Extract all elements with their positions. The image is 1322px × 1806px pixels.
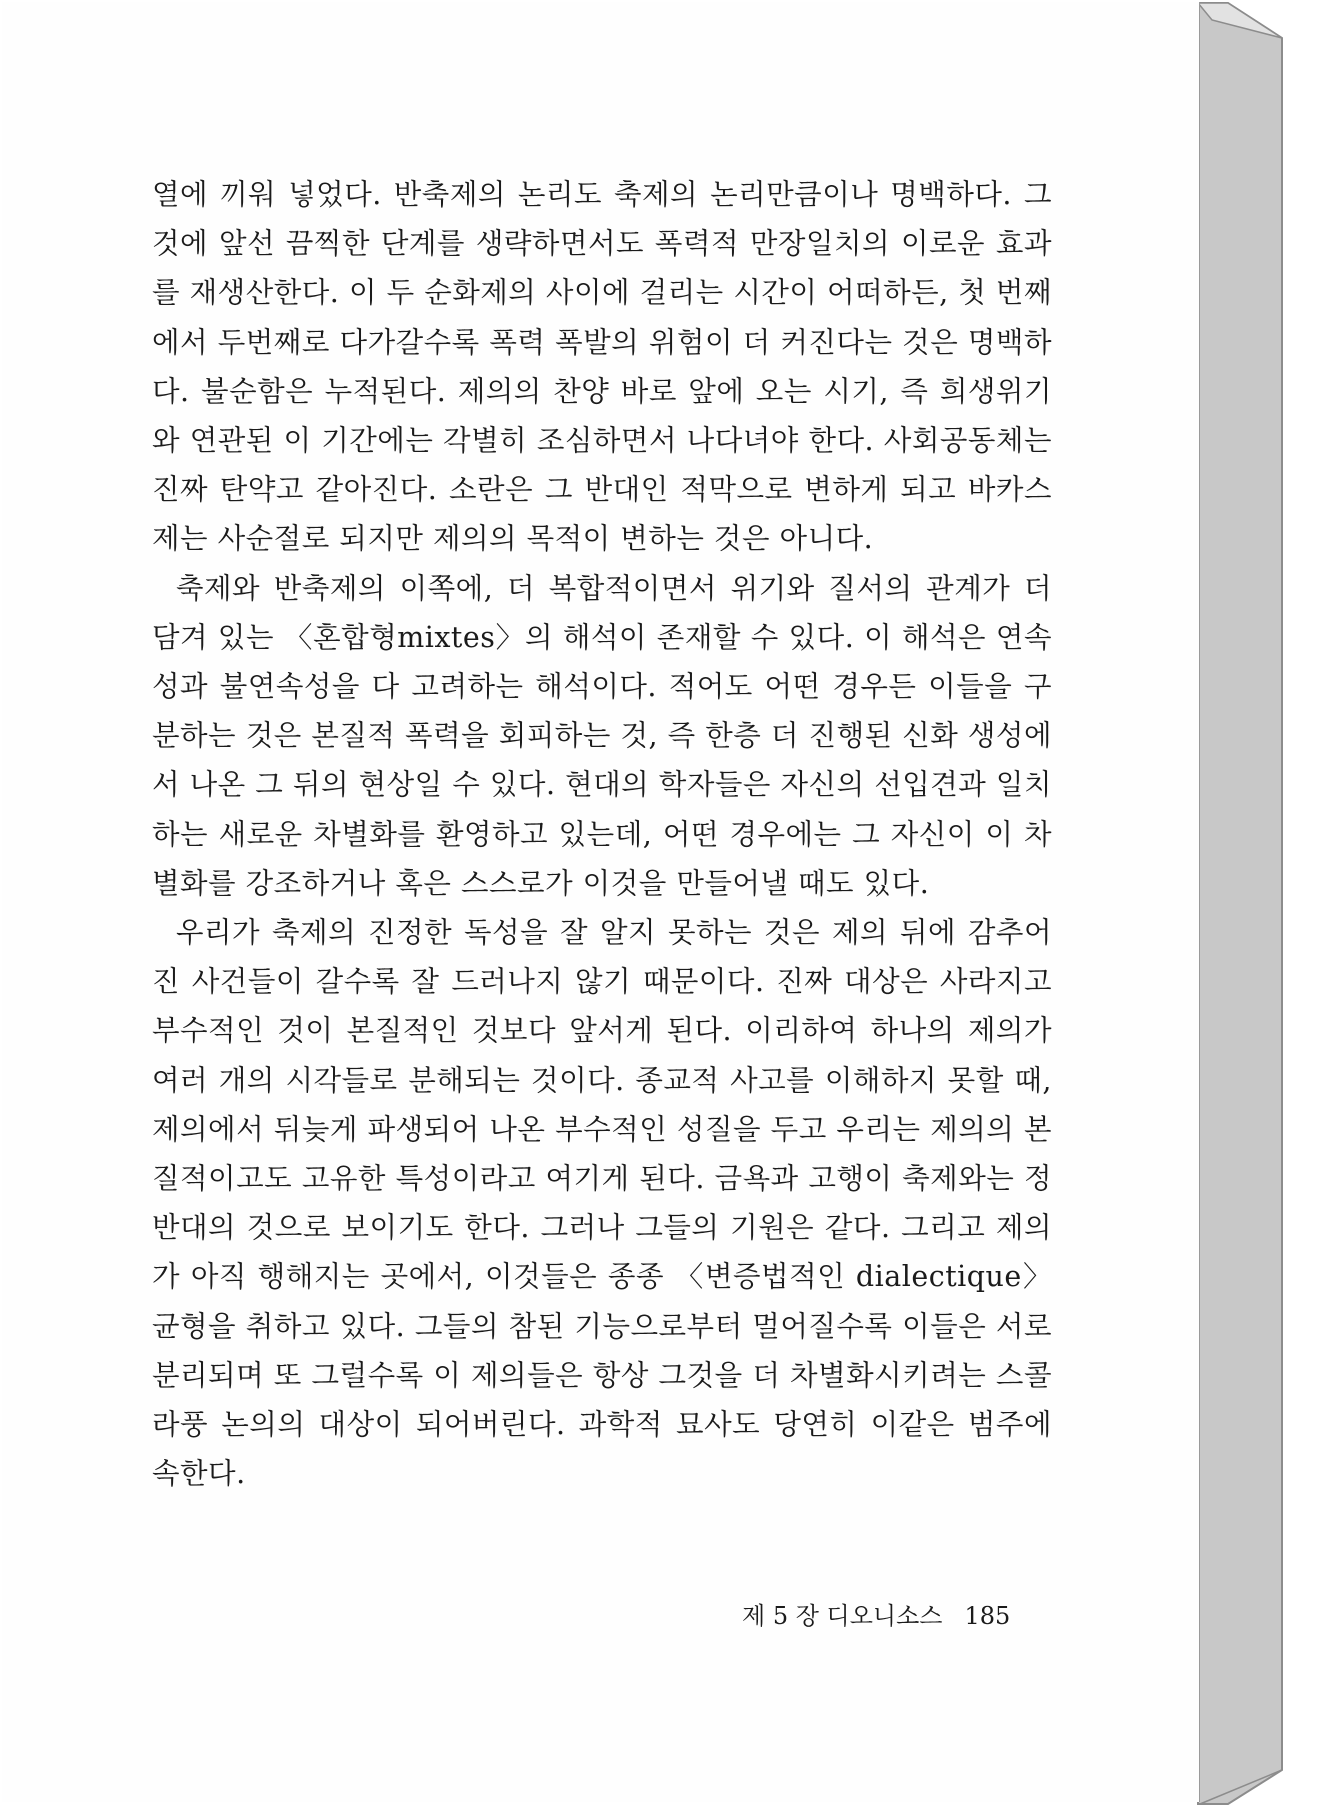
chapter-title: 제 5 장 디오니소스	[742, 1602, 943, 1630]
book-page	[2, 2, 1200, 1802]
paragraph-2: 축제와 반축제의 이쪽에, 더 복합적이면서 위기와 질서의 관계가 더 담겨 있는 〈혼합형mixtes〉의 해석이 존재할 수 있다. 이 해석은 연속성과 불연속성을 다 고려하는 해석이다. 적어도 어떤 경우든 이들을 구분하는 것은 본질적 폭력을 회피하는 것, 즉 한층 더 진행된 신화 생성에서 나온 그 뒤의 현상일 수 있다. 현대의 학자들은 자신의 선입견과 일치하는 새로운 차별화를 환영하고 있는데, 어떤 경우에는 그 자신이 이 차별화를 강조하거나 혹은 스스로가 이것을 만들어낼 때도 있다.	[152, 571, 1052, 900]
body-text	[152, 170, 1052, 1498]
paragraph-3: 우리가 축제의 진정한 독성을 잘 알지 못하는 것은 제의 뒤에 감추어진 사건들이 갈수록 잘 드러나지 않기 때문이다. 진짜 대상은 사라지고 부수적인 것이 본질적인 것보다 앞서게 된다. 이리하여 하나의 제의가 여러 개의 시각들로 분해되는 것이다. 종교적 사고를 이해하지 못할 때, 제의에서 뒤늦게 파생되어 나온 부수적인 성질을 두고 우리는 제의의 본질적이고도 고유한 특성이라고 여기게 된다. 금욕과 고행이 축제와는 정반대의 것으로 보이기도 한다. 그러나 그들의 기원은 같다. 그리고 제의가 아직 행해지는 곳에서, 이것들은 종종 〈변증법적인 dialectique〉 균형을 취하고 있다. 그들의 참된 기능으로부터 멀어질수록 이들은 서로 분리되며 또 그럴수록 이 제의들은 항상 그것을 더 차별화시키려는 스콜라풍 논의의 대상이 되어버린다. 과학적 묘사도 당연히 이같은 범주에 속한다.	[152, 916, 1052, 1491]
page-footer	[742, 1596, 1042, 1631]
paragraph-1: 열에 끼워 넣었다. 반축제의 논리도 축제의 논리만큼이나 명백하다. 그것에 앞선 끔찍한 단계를 생략하면서도 폭력적 만장일치의 이로운 효과를 재생산한다. 이 두 순화제의 사이에 걸리는 시간이 어떠하든, 첫 번째에서 두번째로 다가갈수록 폭력 폭발의 위험이 더 커진다는 것은 명백하다. 불순함은 누적된다. 제의의 찬양 바로 앞에 오는 시기, 즉 희생위기와 연관된 이 기간에는 각별히 조심하면서 나다녀야 한다. 사회공동체는 진짜 탄약고 같아진다. 소란은 그 반대인 적막으로 변하게 되고 바카스제는 사순절로 되지만 제의의 목적이 변하는 것은 아니다.	[152, 178, 1052, 556]
page-number: 185	[964, 1602, 1011, 1630]
